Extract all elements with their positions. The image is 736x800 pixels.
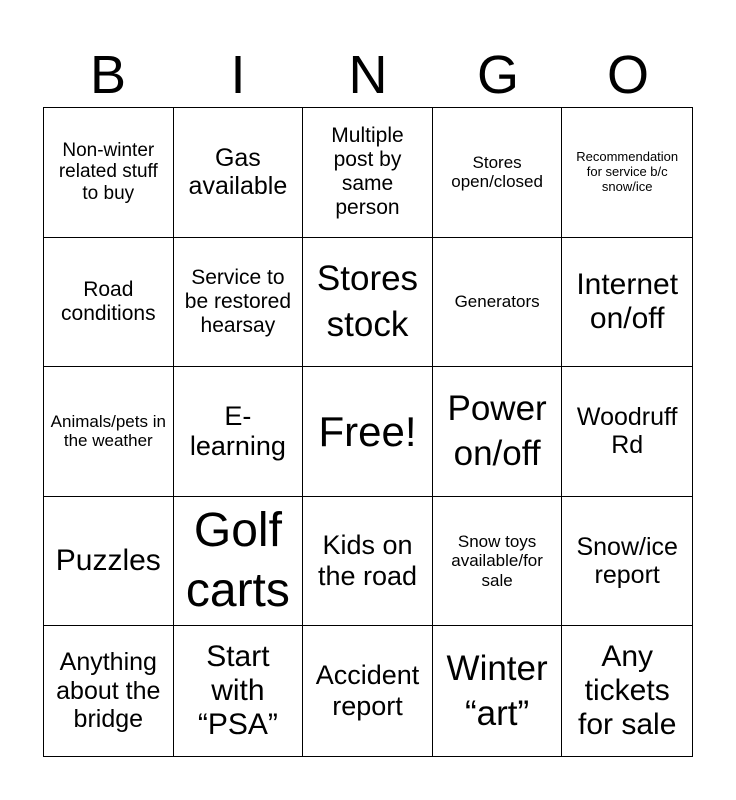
cell-text: Winter “art” <box>446 648 548 734</box>
cell-text: Road conditions <box>61 277 156 325</box>
cell-text: Power on/off <box>447 388 547 474</box>
bingo-cell-r3-c2[interactable] <box>174 367 304 497</box>
bingo-cell-r1-c5[interactable] <box>562 108 692 238</box>
bingo-cell-r2-c5[interactable] <box>562 238 692 368</box>
cell-text: Kids on the road <box>317 530 418 592</box>
bingo-cell-r4-c2[interactable] <box>174 497 304 627</box>
cell-text: Stores open/closed <box>451 152 543 192</box>
bingo-board <box>43 107 693 757</box>
cell-text: Recommendation for service b/c snow/ice <box>576 149 679 194</box>
bingo-cell-r5-c2[interactable] <box>174 626 304 756</box>
cell-text: Internet on/off <box>576 267 679 335</box>
bingo-cell-r5-c3[interactable] <box>303 626 433 756</box>
cell-text: Multiple post by same person <box>331 124 404 220</box>
cell-text: Service to be restored hearsay <box>184 265 291 337</box>
cell-text: Golf carts <box>185 504 290 618</box>
bingo-cell-r2-c2[interactable] <box>174 238 304 368</box>
bingo-cell-r1-c2[interactable] <box>174 108 304 238</box>
bingo-cell-r3-c4[interactable] <box>433 367 563 497</box>
cell-text: Stores stock <box>316 259 419 344</box>
cell-text: Generators <box>454 292 540 312</box>
cell-text: Free! <box>318 407 417 455</box>
header-letter-b: B <box>89 45 127 105</box>
bingo-cell-r4-c5[interactable] <box>562 497 692 627</box>
bingo-cell-r3-c1[interactable] <box>44 367 174 497</box>
header-letter-i: I <box>230 45 246 105</box>
bingo-cell-r1-c4[interactable] <box>433 108 563 238</box>
bingo-cell-r1-c1[interactable] <box>44 108 174 238</box>
bingo-cell-r4-c4[interactable] <box>433 497 563 627</box>
free-space[interactable] <box>303 367 433 497</box>
bingo-cell-r2-c3[interactable] <box>303 238 433 368</box>
cell-text: Snow toys available/for sale <box>451 532 543 590</box>
cell-text: Animals/pets in the weather <box>50 412 166 451</box>
cell-text: Anything about the bridge <box>56 648 161 734</box>
bingo-cell-r5-c5[interactable] <box>562 626 692 756</box>
bingo-cell-r5-c1[interactable] <box>44 626 174 756</box>
bingo-cell-r1-c3[interactable] <box>303 108 433 238</box>
cell-text: Woodruff Rd <box>576 402 678 460</box>
bingo-header <box>43 44 693 106</box>
cell-text: Puzzles <box>55 544 161 577</box>
cell-text: E-learning <box>189 400 286 462</box>
header-letter-n: N <box>348 45 388 105</box>
cell-text: Any tickets for sale <box>578 639 677 742</box>
header-letter-o: O <box>606 45 649 105</box>
bingo-cell-r4-c1[interactable] <box>44 497 174 627</box>
bingo-cell-r4-c3[interactable] <box>303 497 433 627</box>
cell-text: Gas available <box>188 143 288 201</box>
bingo-cell-r3-c5[interactable] <box>562 367 692 497</box>
bingo-cell-r5-c4[interactable] <box>433 626 563 756</box>
cell-text: Start with “PSA” <box>197 639 278 742</box>
header-letter-g: G <box>476 45 519 105</box>
cell-text: Accident report <box>315 660 420 722</box>
cell-text: Snow/ice report <box>576 532 678 590</box>
cell-text: Non-winter related stuff to buy <box>58 139 158 205</box>
bingo-cell-r2-c1[interactable] <box>44 238 174 368</box>
bingo-cell-r2-c4[interactable] <box>433 238 563 368</box>
